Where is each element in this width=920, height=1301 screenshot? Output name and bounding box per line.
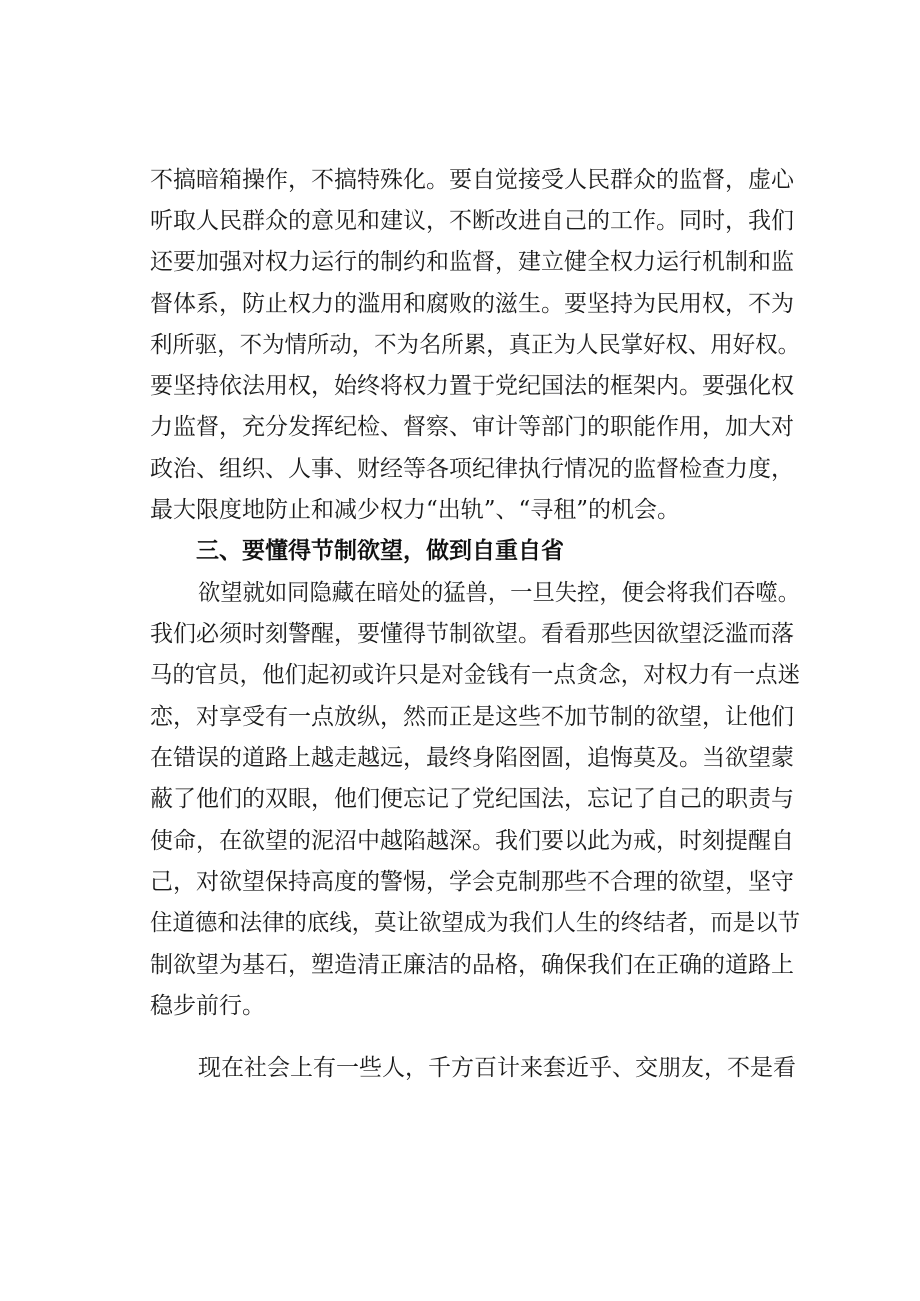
paragraph-line: 欲望就如同隐藏在暗处的猛兽，一旦失控，便会将我们吞噬。 <box>198 580 800 606</box>
paragraph-line: 现在社会上有一些人，千方百计来套近乎、交朋友，不是看 <box>198 1055 796 1081</box>
paragraph-line: 力监督，充分发挥纪检、督察、审计等部门的职能作用，加大对 <box>150 414 794 440</box>
paragraph-line: 要坚持依法用权，始终将权力置于党纪国法的框架内。要强化权 <box>150 373 794 399</box>
paragraph-line: 听取人民群众的意见和建议，不断改进自己的工作。同时，我们 <box>150 208 794 234</box>
paragraph-line: 最大限度地防止和减少权力“出轨”、“寻租”的机会。 <box>150 497 681 523</box>
paragraph-line: 己，对欲望保持高度的警惕，学会克制那些不合理的欲望，坚守 <box>150 869 794 895</box>
paragraph-line: 利所驱，不为情所动，不为名所累，真正为人民掌好权、用好权。 <box>150 332 800 358</box>
paragraph-line: 蔽了他们的双眼，他们便忘记了党纪国法，忘记了自己的职责与 <box>150 786 794 812</box>
section-heading: 三、要懂得节制欲望，做到自重自省 <box>196 538 564 564</box>
paragraph-line: 制欲望为基石，塑造清正廉洁的品格，确保我们在正确的道路上 <box>150 952 794 978</box>
paragraph-line: 稳步前行。 <box>150 993 265 1019</box>
paragraph-line: 督体系，防止权力的滥用和腐败的滋生。要坚持为民用权，不为 <box>150 291 794 317</box>
paragraph-line: 恋，对享受有一点放纵，然而正是这些不加节制的欲望，让他们 <box>150 704 794 730</box>
paragraph-line: 政治、组织、人事、财经等各项纪律执行情况的监督检查力度， <box>150 456 794 482</box>
paragraph-line: 使命，在欲望的泥沼中越陷越深。我们要以此为戒，时刻提醒自 <box>150 828 794 854</box>
paragraph-line: 住道德和法律的底线，莫让欲望成为我们人生的终结者，而是以节 <box>150 910 800 936</box>
paragraph-line: 不搞暗箱操作，不搞特殊化。要自觉接受人民群众的监督，虚心 <box>150 167 794 193</box>
paragraph-line: 我们必须时刻警醒，要懂得节制欲望。看看那些因欲望泛滥而落 <box>150 621 794 647</box>
paragraph-line: 马的官员，他们起初或许只是对金钱有一点贪念，对权力有一点迷 <box>150 662 800 688</box>
paragraph-line: 在错误的道路上越走越远，最终身陷囹圄，追悔莫及。当欲望蒙 <box>150 745 794 771</box>
paragraph-line: 还要加强对权力运行的制约和监督，建立健全权力运行机制和监 <box>150 249 794 275</box>
